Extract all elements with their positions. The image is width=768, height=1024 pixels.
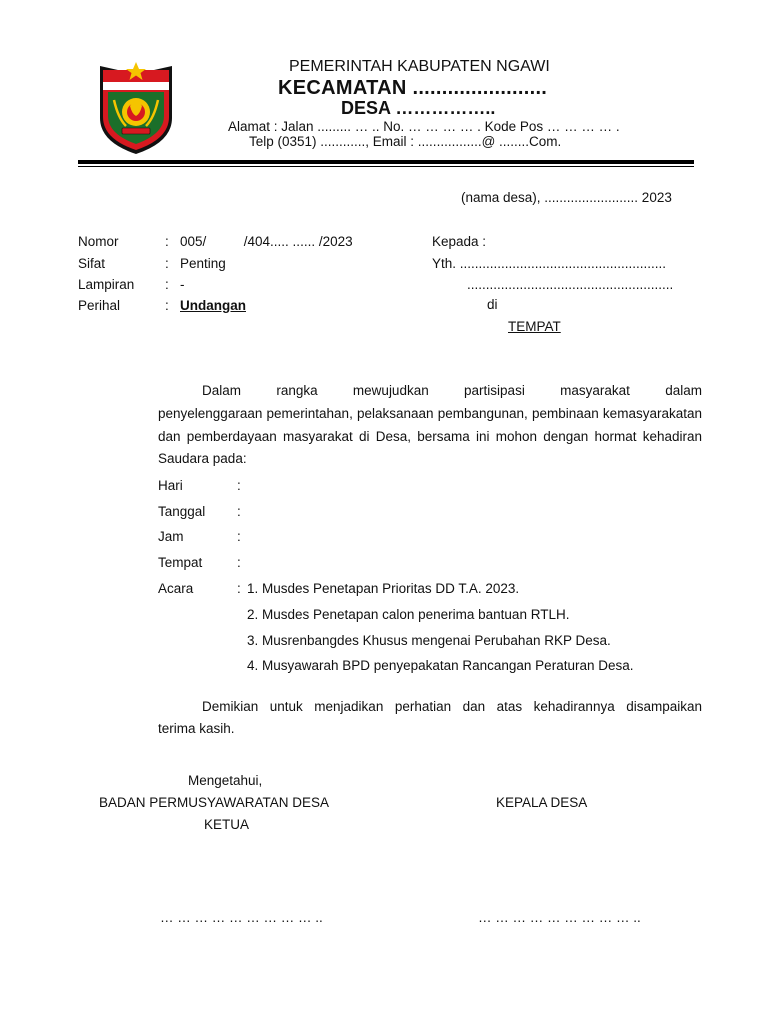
header-line-2: KECAMATAN ....................... xyxy=(278,77,548,99)
tempat-colon: : xyxy=(237,555,241,570)
hari-label: Hari xyxy=(158,478,183,493)
header-rule-thick xyxy=(78,160,694,164)
hari-colon: : xyxy=(237,478,241,493)
signature-line-left: … … … … … … … … … .. xyxy=(160,910,323,925)
date-line: (nama desa), ......................... 2023 xyxy=(461,190,672,205)
jam-label: Jam xyxy=(158,529,184,544)
sifat-colon: : xyxy=(165,256,169,271)
recipient-di: di xyxy=(487,297,498,312)
header-rule-thin xyxy=(78,166,694,167)
perihal-value: Undangan xyxy=(180,298,246,313)
signature-line-right: … … … … … … … … … .. xyxy=(478,910,641,925)
closing-rest: terima kasih. xyxy=(158,721,235,736)
bpd-title: BADAN PERMUSYAWARATAN DESA xyxy=(99,795,330,810)
tempat-label: Tempat xyxy=(158,555,203,570)
ketua-title: KETUA xyxy=(204,817,250,832)
header-line-1: PEMERINTAH KABUPATEN NGAWI xyxy=(289,58,550,75)
lampiran-value: - xyxy=(180,277,185,292)
acara-label: Acara xyxy=(158,581,194,596)
lampiran-label: Lampiran xyxy=(78,277,135,292)
perihal-label: Perihal xyxy=(78,298,121,313)
kabupaten-ngawi-emblem-icon xyxy=(96,60,176,156)
nomor-value: 005/ /404..... ...... /2023 xyxy=(180,234,353,249)
agenda-item: 1. Musdes Penetapan Prioritas DD T.A. 2023. xyxy=(247,581,520,596)
header-line-3: DESA …………….. xyxy=(341,98,496,118)
sifat-label: Sifat xyxy=(78,256,106,271)
tanggal-colon: : xyxy=(237,504,241,519)
closing-first-line: Demikian untuk menjadikan perhatian dan atas kehadirannya disampaikan xyxy=(202,699,702,714)
recipient-tempat: TEMPAT xyxy=(508,319,561,334)
agenda-item: 3. Musrenbangdes Khusus mengenai Perubahan RKP Desa. xyxy=(247,633,611,648)
lampiran-colon: : xyxy=(165,277,169,292)
nomor-label: Nomor xyxy=(78,234,119,249)
header-address: Alamat : Jalan ......... … .. No. … … … … . Kode Pos … … … … . xyxy=(228,119,620,134)
agenda-item: 2. Musdes Penetapan calon penerima bantuan RTLH. xyxy=(247,607,570,622)
recipient-kepada: Kepada : xyxy=(432,234,487,249)
intro-first-line: Dalam rangka mewujudkan partisipasi masyarakat dalam xyxy=(202,383,702,398)
agenda-item: 4. Musyawarah BPD penyepakatan Rancangan Peraturan Desa. xyxy=(247,658,634,673)
sifat-value: Penting xyxy=(180,256,226,271)
nomor-colon: : xyxy=(165,234,169,249)
recipient-yth: Yth. ....................................................... xyxy=(432,256,667,271)
recipient-line-2: ....................................................... xyxy=(467,277,674,292)
intro-paragraph: penyelenggaraan pemerintahan, pelaksanaan pembangunan, pembinaan kemasyarakatan dan pemberdayaan masyarakat di Desa, bersama ini mohon dengan hormat kehadiran Saudara pada: xyxy=(158,406,702,466)
acara-colon: : xyxy=(237,581,241,596)
tanggal-label: Tanggal xyxy=(158,504,206,519)
jam-colon: : xyxy=(237,529,241,544)
mengetahui-label: Mengetahui, xyxy=(188,773,263,788)
header-contact: Telp (0351) ............, Email : .................@ ........Com. xyxy=(249,134,562,149)
kepala-desa-title: KEPALA DESA xyxy=(496,795,588,810)
perihal-colon: : xyxy=(165,298,169,313)
